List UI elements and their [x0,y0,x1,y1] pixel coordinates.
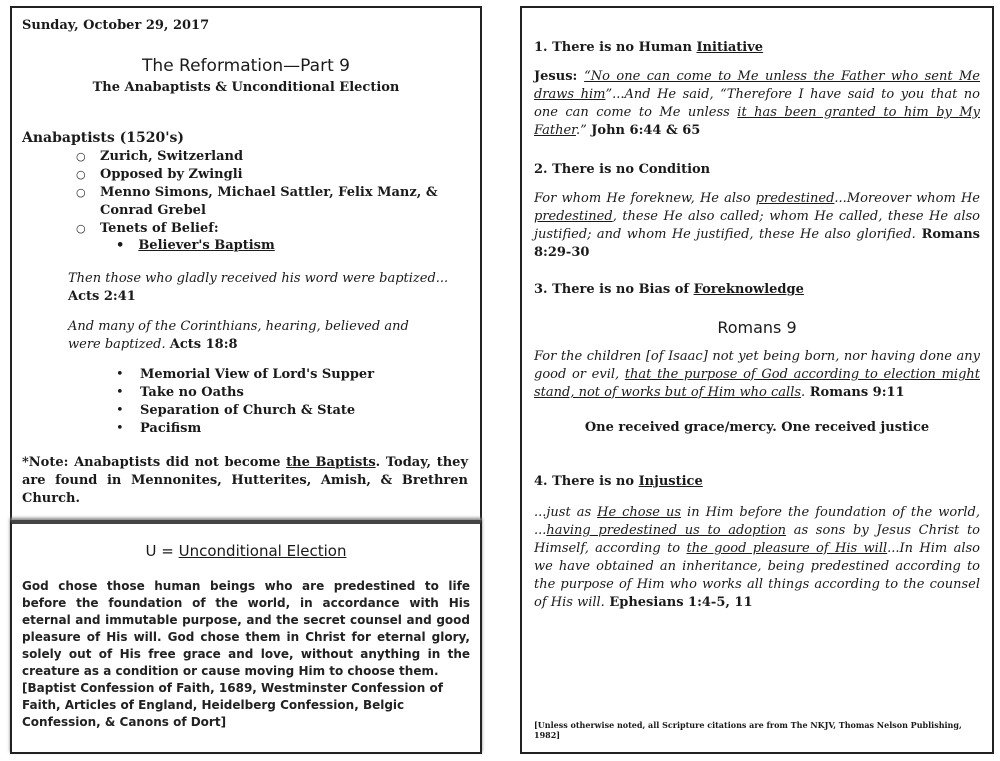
acts-18-8-quote: And many of the Corinthians, hearing, believed and were baptized. Acts 18:8 [68,319,409,352]
list-item: ○ Menno Simons, Michael Sattler, Felix Manz, & [76,185,438,200]
believers-baptism-label: Believer's Baptism [138,238,275,253]
believers-baptism-item [116,238,275,253]
scripture-footnote: [Unless otherwise noted, all Scripture citations are from The NKJV, Thomas Nelson Publishing, 1982] [534,720,962,740]
point-2-heading: 2. There is no Condition [534,162,711,177]
circle-bullet-icon: ○ [76,168,86,181]
list-item-continuation: Conrad Grebel [100,203,206,218]
left-top-panel [10,6,482,520]
romans-9-heading: Romans 9 [717,318,797,337]
tenets-list [116,366,456,438]
list-item: • Pacifism [116,421,202,436]
point-2-paragraph: For whom He foreknew, He also predestined...Moreover whom He predestined, these He also called; whom He called, these He also justified; and whom He justified, these He also glorified. Romans 8:29-30 [534,191,981,260]
grace-justice-line: One received grace/mercy. One received justice [584,420,930,435]
date: Sunday, October 29, 2017 [22,18,210,33]
election-definition: God chose those human beings who are predestined to life before the foundation of the world, in accordance with His eternal and immutable purpose, and the secret counsel and good pleasure of His will. God chose them in Christ for eternal glory, solely out of His free grace and love, without anything in the creature as a condition or cause moving Him to choose them. [22,579,470,678]
circle-bullet-icon: ○ [76,150,86,163]
bullet-icon: • [116,421,124,436]
circle-bullet-icon: ○ [76,222,86,235]
bullet-icon: • [116,403,124,418]
list-item: • Separation of Church & State [116,403,356,418]
confession-sources: [Baptist Confession of Faith, 1689, Westminster Confession of Faith, Articles of England, Heidelberg Confession, Belgic Confession, & Canons of Dort] [22,681,443,729]
point-1-paragraph: Jesus: “No one can come to Me unless the Father who sent Me draws him”...And He said, “Therefore I have said to you that no one can come to Me unless it has been granted to him by My Father.” John 6:44 & 65 [534,69,981,138]
point-4-heading: 4. There is no Injustice [534,474,703,489]
bullet-icon: • [116,385,124,400]
point-4-paragraph: ...just as He chose us in Him before the foundation of the world, ...having predestined us to adoption as sons by Jesus Christ to Himself, according to the good pleasure of His will...In Him also we have obtained an inheritance, being predestined according to the purpose of Him who works all things according to the counsel of His will. Ephesians 1:4-5, 11 [534,505,980,610]
list-item: ○ Opposed by Zwingli [76,167,243,182]
page-title: The Reformation—Part 9 [142,56,350,76]
acts-2-41-quote: Then those who gladly received his word were baptized... Acts 2:41 [68,271,449,304]
point-3-paragraph: For the children [of Isaac] not yet being born, nor having done any good or evil, that the purpose of God according to election might stand, not of works but of Him who calls. Romans 9:11 [534,349,980,400]
right-panel [520,6,994,754]
list-item: ○ Zurich, Switzerland [76,149,244,164]
section-title: U = Unconditional Election [145,542,347,560]
anabaptists-heading: Anabaptists (1520's) [22,130,185,146]
anabaptists-list [76,148,468,238]
list-item: • Memorial View of Lord's Supper [116,367,375,382]
note-paragraph: *Note: Anabaptists did not become the Baptists. Today, they are found in Mennonites, Hutterites, Amish, & Brethren Church. [22,455,469,506]
page-subtitle: The Anabaptists & Unconditional Election [92,80,400,95]
list-item: ○ Tenets of Belief: [76,221,219,236]
circle-bullet-icon: ○ [76,186,86,199]
point-3-heading: 3. There is no Bias of Foreknowledge [534,282,804,297]
list-item: • Take no Oaths [116,385,244,400]
point-1-heading: 1. There is no Human Initiative [534,40,764,55]
bullet-icon: • [116,367,124,382]
left-bottom-panel [10,520,482,754]
bullet-icon: • [116,238,125,253]
